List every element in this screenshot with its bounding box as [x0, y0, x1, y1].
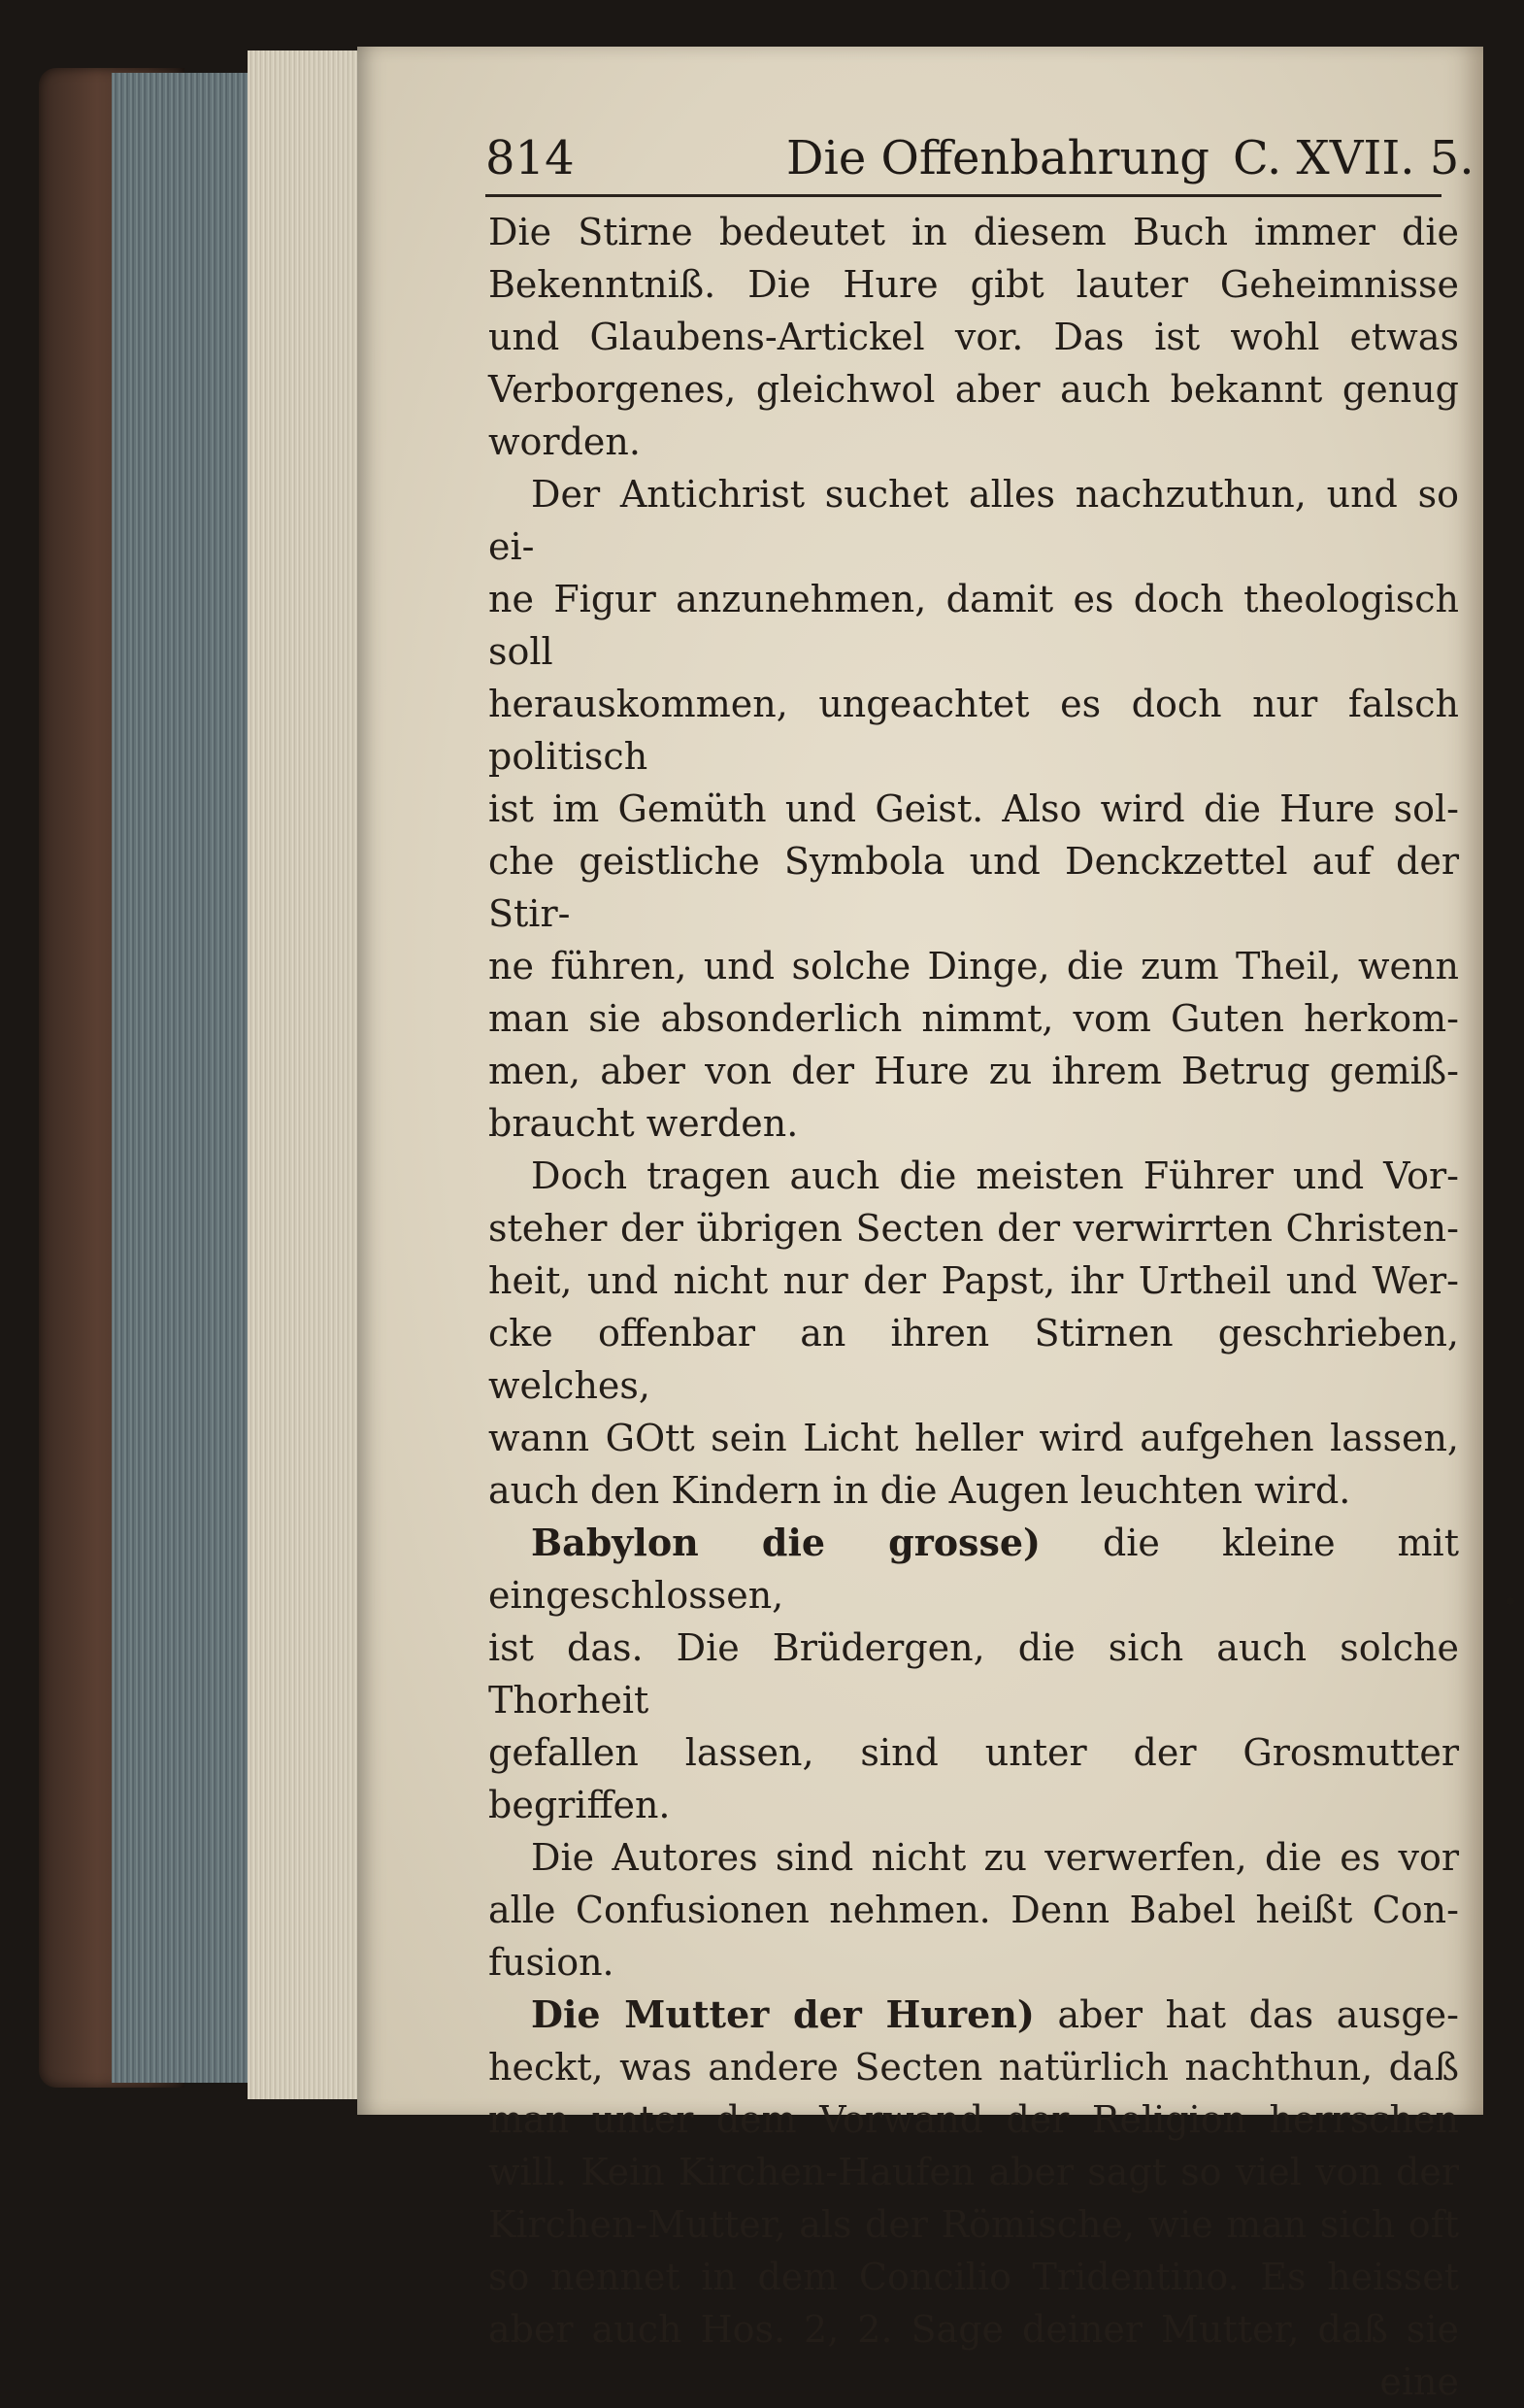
text-line: Kirchen-Mutter, als der Römische, wie man sich oft	[488, 2203, 1459, 2246]
page-block	[112, 73, 257, 2083]
running-title: Die Offenbahrung	[786, 131, 1210, 185]
lemma-mutter: Die Mutter der Huren)	[531, 1992, 1035, 2036]
text-line: Doch tragen auch die meisten Führer und Vor-	[531, 1154, 1459, 1197]
text-line: wann GOtt sein Licht heller wird aufgehen lassen,	[488, 1417, 1459, 1459]
text-line	[488, 1517, 1459, 1622]
text-line: steher der übrigen Secten der verwirrten Christen-	[488, 1207, 1459, 1250]
text-line: Bekenntniß. Die Hure gibt lauter Geheimnisse	[488, 263, 1459, 306]
page-number: 814	[485, 131, 575, 185]
text-line-rest: die kleine mit eingeschlossen,	[488, 1522, 1459, 1617]
header-rule	[485, 194, 1441, 197]
text-line: aber auch Hos. 2, 2. Sage deiner Mutter, daß sie	[488, 2308, 1459, 2351]
text-line: Der Antichrist suchet alles nachzuthun, und so ei-	[488, 473, 1459, 568]
text-line	[488, 1989, 1459, 2041]
text-line: heit, und nicht nur der Papst, ihr Urtheil und Wer-	[488, 1259, 1459, 1302]
lemma-babylon: Babylon die grosse)	[531, 1521, 1042, 1564]
text-line: fusion.	[488, 1941, 614, 1984]
text-line: che geistliche Symbola und Denckzettel auf der Stir-	[488, 840, 1459, 935]
text-line: Die Stirne bedeutet in diesem Buch immer die	[488, 211, 1459, 253]
text-line: worden.	[488, 420, 641, 463]
text-line: heckt, was andere Secten natürlich nachthun, daß	[488, 2046, 1459, 2089]
text-line: so nennet in dem Concilio Tridentino. Es heisset	[488, 2256, 1459, 2298]
catchword: eine	[1379, 2360, 1459, 2403]
body-text	[488, 206, 1459, 2408]
text-line: braucht werden.	[488, 1102, 799, 1145]
text-line: ist das. Die Brüdergen, die sich auch solche Thorheit	[488, 1626, 1459, 1722]
page-edges	[248, 50, 359, 2099]
text-line: und Glaubens-Artickel vor. Das ist wohl etwas	[488, 316, 1459, 358]
text-line: Verborgenes, gleichwol aber auch bekannt genug	[488, 368, 1459, 411]
margin-mark	[1507, 1597, 1514, 1605]
text-line: will. Kein Kirchen-Haufen aber sagt so viel von der	[488, 2151, 1459, 2193]
text-line: gefallen lassen, sind unter der Grosmutter begriffen.	[488, 1731, 1459, 1826]
page-header	[485, 117, 1474, 194]
text-line: men, aber von der Hure zu ihrem Betrug gemiß-	[488, 1050, 1459, 1092]
text-line: ne führen, und solche Dinge, die zum Theil, wenn	[488, 945, 1459, 987]
text-line: cke offenbar an ihren Stirnen geschrieben, welches,	[488, 1312, 1459, 1407]
text-line: herauskommen, ungeachtet es doch nur falsch politisch	[488, 683, 1459, 778]
text-line: ist im Gemüth und Geist. Also wird die Hure sol-	[488, 787, 1459, 830]
text-line: man unter dem Vorwand der Religion herrschen	[488, 2098, 1459, 2141]
chapter-verse: C. XVII. 5.	[1233, 131, 1474, 185]
text-line: auch den Kindern in die Augen leuchten wird.	[488, 1469, 1351, 1512]
text-line: Die Autores sind nicht zu verwerfen, die es vor	[531, 1836, 1459, 1879]
text-line: ne Figur anzunehmen, damit es doch theologisch soll	[488, 578, 1459, 673]
text-line: man sie absonderlich nimmt, vom Guten herkom-	[488, 997, 1459, 1040]
text-line: alle Confusionen nehmen. Denn Babel heißt Con-	[488, 1889, 1459, 1931]
text-line-rest: aber hat das ausge-	[1057, 1993, 1459, 2036]
